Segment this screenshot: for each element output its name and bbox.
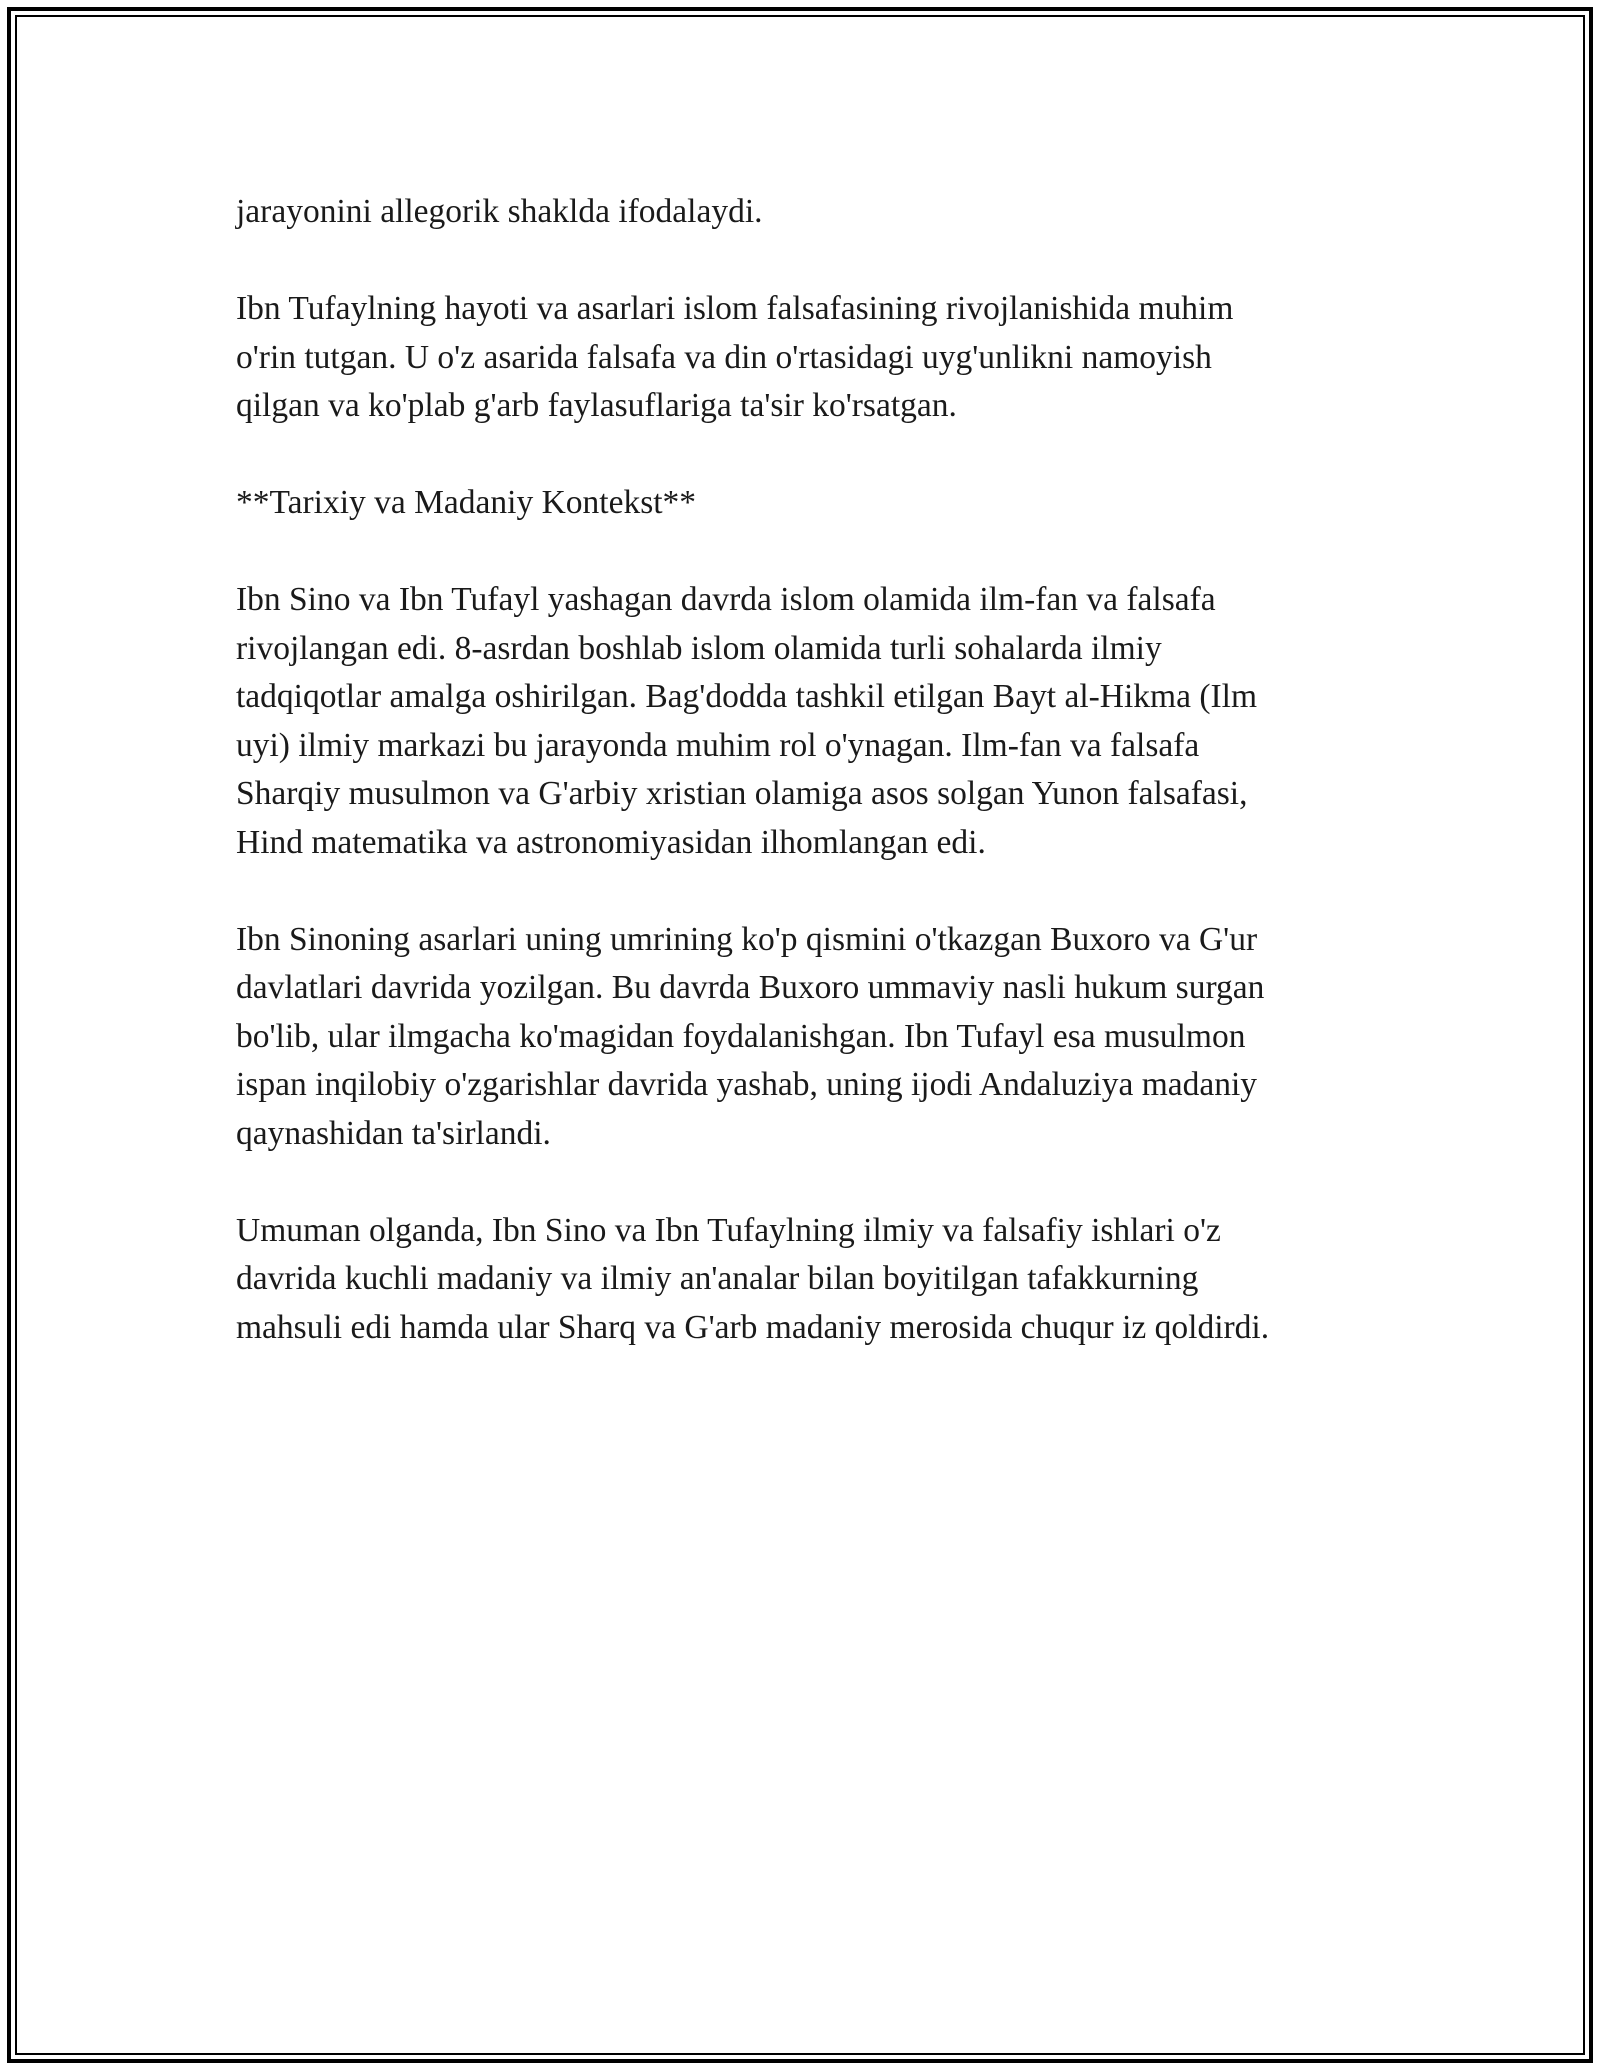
text-line: jarayonini allegorik shaklda ifodalaydi.	[236, 193, 763, 230]
text-line: Ibn Tufaylning hayoti va asarlari islom falsafasining rivojlanishida muhim	[236, 290, 1234, 327]
text-line: ispan inqilobiy o'zgarishlar davrida yashab, uning ijodi Andaluziya madaniy	[236, 1066, 1258, 1103]
text-line: tadqiqotlar amalga oshirilgan. Bag'dodda tashkil etilgan Bayt al-Hikma (Ilm	[236, 678, 1258, 715]
text-line: **Tarixiy va Madaniy Kontekst**	[236, 484, 697, 521]
text-line: qilgan va ko'plab g'arb faylasuflariga ta'sir ko'rsatgan.	[236, 387, 957, 424]
text-line: davrida kuchli madaniy va ilmiy an'analar bilan boyitilgan tafakkurning	[236, 1260, 1199, 1297]
text-line: Umuman olganda, Ibn Sino va Ibn Tufaylning ilmiy va falsafiy ishlari o'z	[236, 1211, 1221, 1249]
document-body	[236, 188, 1396, 1401]
section-heading	[236, 479, 1396, 528]
paragraph-intro-continuation	[236, 188, 1396, 237]
paragraph-ibn-sino-works	[236, 916, 1396, 1159]
paragraph-ibn-tufayl-legacy	[236, 285, 1396, 431]
text-line: Ibn Sino va Ibn Tufayl yashagan davrda islom olamida ilm-fan va falsafa	[236, 581, 1216, 618]
text-line: davlatlari davrida yozilgan. Bu davrda Buxoro ummaviy nasli hukum surgan	[236, 969, 1265, 1006]
text-line: Hind matematika va astronomiyasidan ilhomlangan edi.	[236, 823, 986, 861]
text-line: Ibn Sinoning asarlari uning umrining ko'p qismini o'tkazgan Buxoro va G'ur	[236, 920, 1258, 958]
text-line: qaynashidan ta'sirlandi.	[236, 1114, 551, 1152]
text-line: o'rin tutgan. U o'z asarida falsafa va din o'rtasidagi uyg'unlikni namoyish	[236, 338, 1212, 376]
paragraph-historical-context	[236, 576, 1396, 867]
text-line: Sharqiy musulmon va G'arbiy xristian olamiga asos solgan Yunon falsafasi,	[236, 775, 1248, 812]
text-line: uyi) ilmiy markazi bu jarayonda muhim rol o'ynagan. Ilm-fan va falsafa	[236, 726, 1200, 764]
text-line: mahsuli edi hamda ular Sharq va G'arb madaniy merosida chuqur iz qoldirdi.	[236, 1308, 1270, 1346]
text-line: rivojlangan edi. 8-asrdan boshlab islom olamida turli sohalarda ilmiy	[236, 629, 1162, 667]
text-line: bo'lib, ular ilmgacha ko'magidan foydalanishgan. Ibn Tufayl esa musulmon	[236, 1017, 1246, 1055]
paragraph-conclusion	[236, 1207, 1396, 1353]
